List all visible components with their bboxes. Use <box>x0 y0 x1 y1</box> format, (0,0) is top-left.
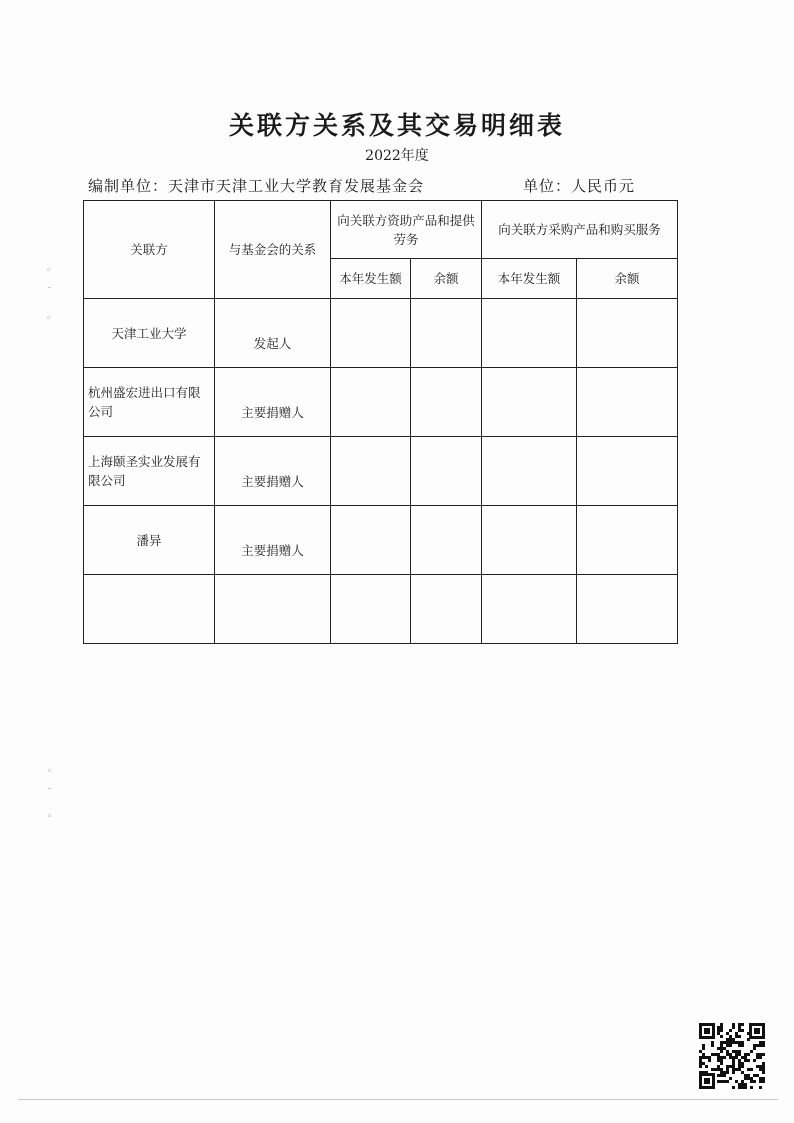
purchase-amount-cell <box>482 575 577 644</box>
relationship-cell: 发起人 <box>215 299 331 368</box>
header-provide-balance: 余额 <box>411 259 482 299</box>
party-cell <box>84 575 215 644</box>
document-year: 2022年度 <box>365 148 429 164</box>
party-cell: 潘异 <box>84 506 215 575</box>
relationship-cell: 主要捐赠人 <box>215 437 331 506</box>
purchase-balance-cell <box>577 437 678 506</box>
scan-mark: ◦ <box>47 767 53 777</box>
provide-amount-cell <box>331 437 411 506</box>
party-cell: 上海颐圣实业发展有限公司 <box>84 437 215 506</box>
table-header-row <box>84 201 678 259</box>
provide-amount-cell <box>331 575 411 644</box>
header-group-provide: 向关联方资助产品和提供劳务 <box>331 201 482 259</box>
scan-mark: ◦ <box>47 812 53 822</box>
bottom-rule <box>18 1099 778 1100</box>
purchase-amount-cell <box>482 437 577 506</box>
provide-amount-cell <box>331 299 411 368</box>
related-party-table <box>83 200 678 644</box>
table-row <box>84 575 678 644</box>
qr-code-icon <box>697 1021 767 1091</box>
relationship-cell: 主要捐赠人 <box>215 506 331 575</box>
provide-balance-cell <box>411 437 482 506</box>
provide-balance-cell <box>411 575 482 644</box>
purchase-balance-cell <box>577 575 678 644</box>
purchase-balance-cell <box>577 368 678 437</box>
table-row <box>84 437 678 506</box>
provide-balance-cell <box>411 299 482 368</box>
header-party: 关联方 <box>84 201 215 299</box>
relationship-cell: 主要捐赠人 <box>215 368 331 437</box>
header-relationship: 与基金会的关系 <box>215 201 331 299</box>
purchase-amount-cell <box>482 368 577 437</box>
scan-mark: ⁻ <box>47 786 52 796</box>
header-group-purchase: 向关联方采购产品和购买服务 <box>482 201 678 259</box>
header-purchase-current: 本年发生额 <box>482 259 577 299</box>
document-title: 关联方关系及其交易明细表 <box>228 111 565 140</box>
purchase-amount-cell <box>482 299 577 368</box>
purchase-amount-cell <box>482 506 577 575</box>
table-row <box>84 299 678 368</box>
provide-balance-cell <box>411 368 482 437</box>
header-provide-current: 本年发生额 <box>331 259 411 299</box>
unit-label: 单位：人民币元 <box>523 177 636 195</box>
relationship-cell <box>215 575 331 644</box>
party-cell: 杭州盛宏进出口有限公司 <box>84 368 215 437</box>
provide-balance-cell <box>411 506 482 575</box>
purchase-balance-cell <box>577 506 678 575</box>
scan-mark: ◦ <box>46 266 52 276</box>
org-label: 编制单位：天津市天津工业大学教育发展基金会 <box>88 177 425 195</box>
provide-amount-cell <box>331 506 411 575</box>
scan-mark: ⁻ <box>47 285 52 295</box>
party-cell: 天津工业大学 <box>84 299 215 368</box>
scan-mark: ◦ <box>46 314 52 324</box>
purchase-balance-cell <box>577 299 678 368</box>
table-row <box>84 368 678 437</box>
header-purchase-balance: 余额 <box>577 259 678 299</box>
provide-amount-cell <box>331 368 411 437</box>
table-row <box>84 506 678 575</box>
